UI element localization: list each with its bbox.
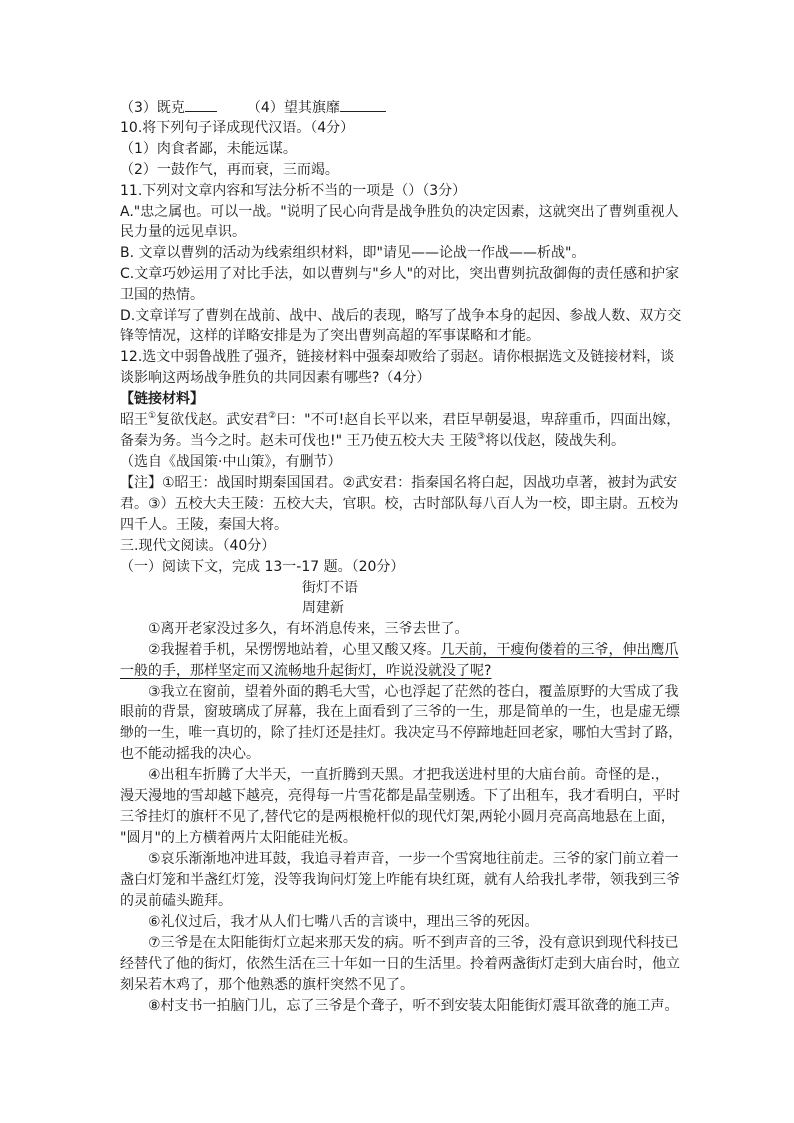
section-3-subheading: （一）阅读下文，完成 13一-17 题。（20分）: [120, 559, 405, 575]
q9-item3-blank: [185, 96, 217, 112]
paragraph-3-line1: ③我立在窗前，望着外面的鹅毛大雪，心也浮起了茫然的苍白，覆盖原野的大雪成了我: [148, 684, 679, 700]
q12-stem-line2: 谈影响这两场战争胜负的共同因素有哪些?（4分）: [120, 370, 431, 386]
article-title: 街灯不语: [302, 580, 358, 596]
q11-option-d-line2: 锋等情况，这样的详略安排是为了突出曹刿高超的军事谋略和才能。: [120, 328, 540, 344]
paragraph-6: ⑥礼仪过后，我才从人们七嘴八舌的言谈中，理出三爷的死因。: [148, 914, 539, 930]
q10-stem: 10.将下列句子译成现代汉语。（4分）: [120, 120, 355, 136]
footnote-ref-2: ②: [268, 411, 277, 421]
paragraph-4-line3: 三爷挂灯的旗杆不见了,替代它的是两根桅杆似的现代灯架,两轮小圆月亮高高地悬在上面，: [120, 809, 675, 825]
paragraph-7-line2: 经替代了他的街灯，依然生活在三十年如一日的生活里。拎着两盏街灯走到大庙台时，他立: [120, 956, 680, 972]
paragraph-4-line1: ④出租车折腾了大半天，一直折腾到天黑。才把我送进村里的大庙台前。奇怪的是.，: [148, 767, 669, 783]
notes-line2: 君。③）五校大夫王陵：五校大夫，官职。校，古时部队每八百人为一校，即主尉。五校为: [120, 496, 679, 512]
q11-option-b: B. 文章以曹刿的活动为线索组织材料，即"请见——论战一作战——析战"。: [120, 245, 586, 261]
paragraph-4-line2: 漫天漫地的雪却越下越亮，亮得每一片雪花都是晶莹剔透。下了出租车，我才看明白，平时: [120, 788, 680, 804]
link-material-title: 【链接材料】: [120, 391, 204, 407]
notes-line3: 四千人。王陵，秦国大将。: [120, 517, 288, 533]
q11-option-c-line2: 卫国的热情。: [120, 287, 204, 303]
paragraph-2-line2: 一般的手，那样坚定而又流畅地升起街灯，咋说没就没了呢?: [120, 663, 492, 679]
q11-option-c-line1: C.文章巧妙运用了对比手法，如以曹刿与"乡人"的对比，突出曹刿抗敌御侮的责任感和护家: [120, 266, 680, 282]
q9-item3-label: （3）既克: [120, 100, 185, 116]
paragraph-7-line3: 刻呆若木鸡了，那个他熟悉的旗杆突然不见了。: [120, 977, 414, 993]
q12-stem-line1: 12.选文中弱鲁战胜了强齐，链接材料中强秦却败给了弱赵。请你根据选文及链接材料，谈: [120, 349, 675, 365]
paragraph-4-line4: "圆月"的上方横着两片太阳能硅光板。: [120, 830, 357, 846]
paragraph-5-line2: 盏白灯笼和半盏红灯笼，没等我询问灯笼上咋能有块红斑，就有人给我扎孝带，领我到三爷: [120, 872, 680, 888]
q9-line: [120, 96, 386, 118]
paragraph-5-line1: ⑤哀乐渐渐地冲进耳鼓，我追寻着声音，一步一个雪窝地往前走。三爷的家门前立着一: [148, 851, 679, 867]
footnote-ref-1: ①: [148, 411, 157, 421]
notes-line1: 【注】①昭王：战国时期秦国国君。②武安君：指秦国名将白起，因战功卓著，被封为武安: [120, 475, 678, 491]
q10-sentence-2: （2）一鼓作气，再而衰，三而竭。: [120, 162, 339, 178]
link-material-line1: 昭王①复欲伐赵。武安君②曰："不可!赵自长平以来，君臣早朝晏退，卑辞重币，四面出嫁，: [120, 411, 681, 428]
section-3-heading: 三.现代文阅读。（40分）: [120, 538, 276, 554]
paragraph-1: ①离开老家没过多久，有坏消息传来，三爷去世了。: [148, 621, 469, 637]
paragraph-3-line2: 眼前的背景，窗玻璃成了屏幕，我在上面看到了三爷的一生，那是简单的一生，也是虚无缥: [120, 704, 680, 720]
paragraph-7-line1: ⑦三爷是在太阳能街灯立起来那天发的病。听不到声音的三爷，没有意识到现代科技已: [148, 935, 679, 951]
paragraph-5-line3: 的灵前磕头跪拜。: [120, 893, 232, 909]
q10-sentence-1: （1）肉食者鄙，未能远谋。: [120, 141, 297, 157]
paragraph-2-line1: ②我握着手机，呆愣愣地站着，心里又酸又疼。几天前，干瘦佝偻着的三爷，伸出鹰爪: [148, 642, 679, 658]
paragraph-3-line3: 缈的一生，唯一真切的，除了挂灯还是挂灯。我决定马不停蹄地赶回老家，哪怕大雪封了路，: [120, 725, 683, 741]
q9-item4-label: （4）望其旗靡: [246, 100, 340, 116]
q11-option-d-line1: D.文章详写了曹刿在战前、战中、战后的表现，略写了战争本身的起因、参战人数、双方交: [120, 308, 682, 324]
footnote-ref-3: ③: [476, 432, 486, 442]
paragraph-3-line4: 也不能动摇我的决心。: [120, 746, 260, 762]
q11-option-a-line1: A."忠之属也。可以一战。"说明了民心向背是战争胜负的决定因素，这就突出了曹刿重视人: [120, 204, 679, 220]
underlined-sentence: 几天前，干瘦佝偻着的三爷，伸出鹰爪: [440, 642, 679, 658]
article-author: 周建新: [302, 600, 344, 616]
paragraph-8: ⑧村支书一拍脑门儿，忘了三爷是个聋子，听不到安装太阳能街灯震耳欲聋的施工声。: [148, 998, 679, 1014]
q9-item4-blank: [340, 96, 386, 112]
q11-stem: 11.下列对文章内容和写法分析不当的一项是（）（3分）: [120, 183, 467, 199]
link-material-line2: 备秦为务。当今之时。赵未可伐也!" 王乃使五校大夫 王陵③将以伐赵，陵战失利。: [120, 432, 626, 449]
q11-option-a-line2: 民力量的远见卓识。: [120, 224, 246, 240]
link-material-source: （选自《战国策·中山策》，有删节）: [120, 454, 342, 470]
